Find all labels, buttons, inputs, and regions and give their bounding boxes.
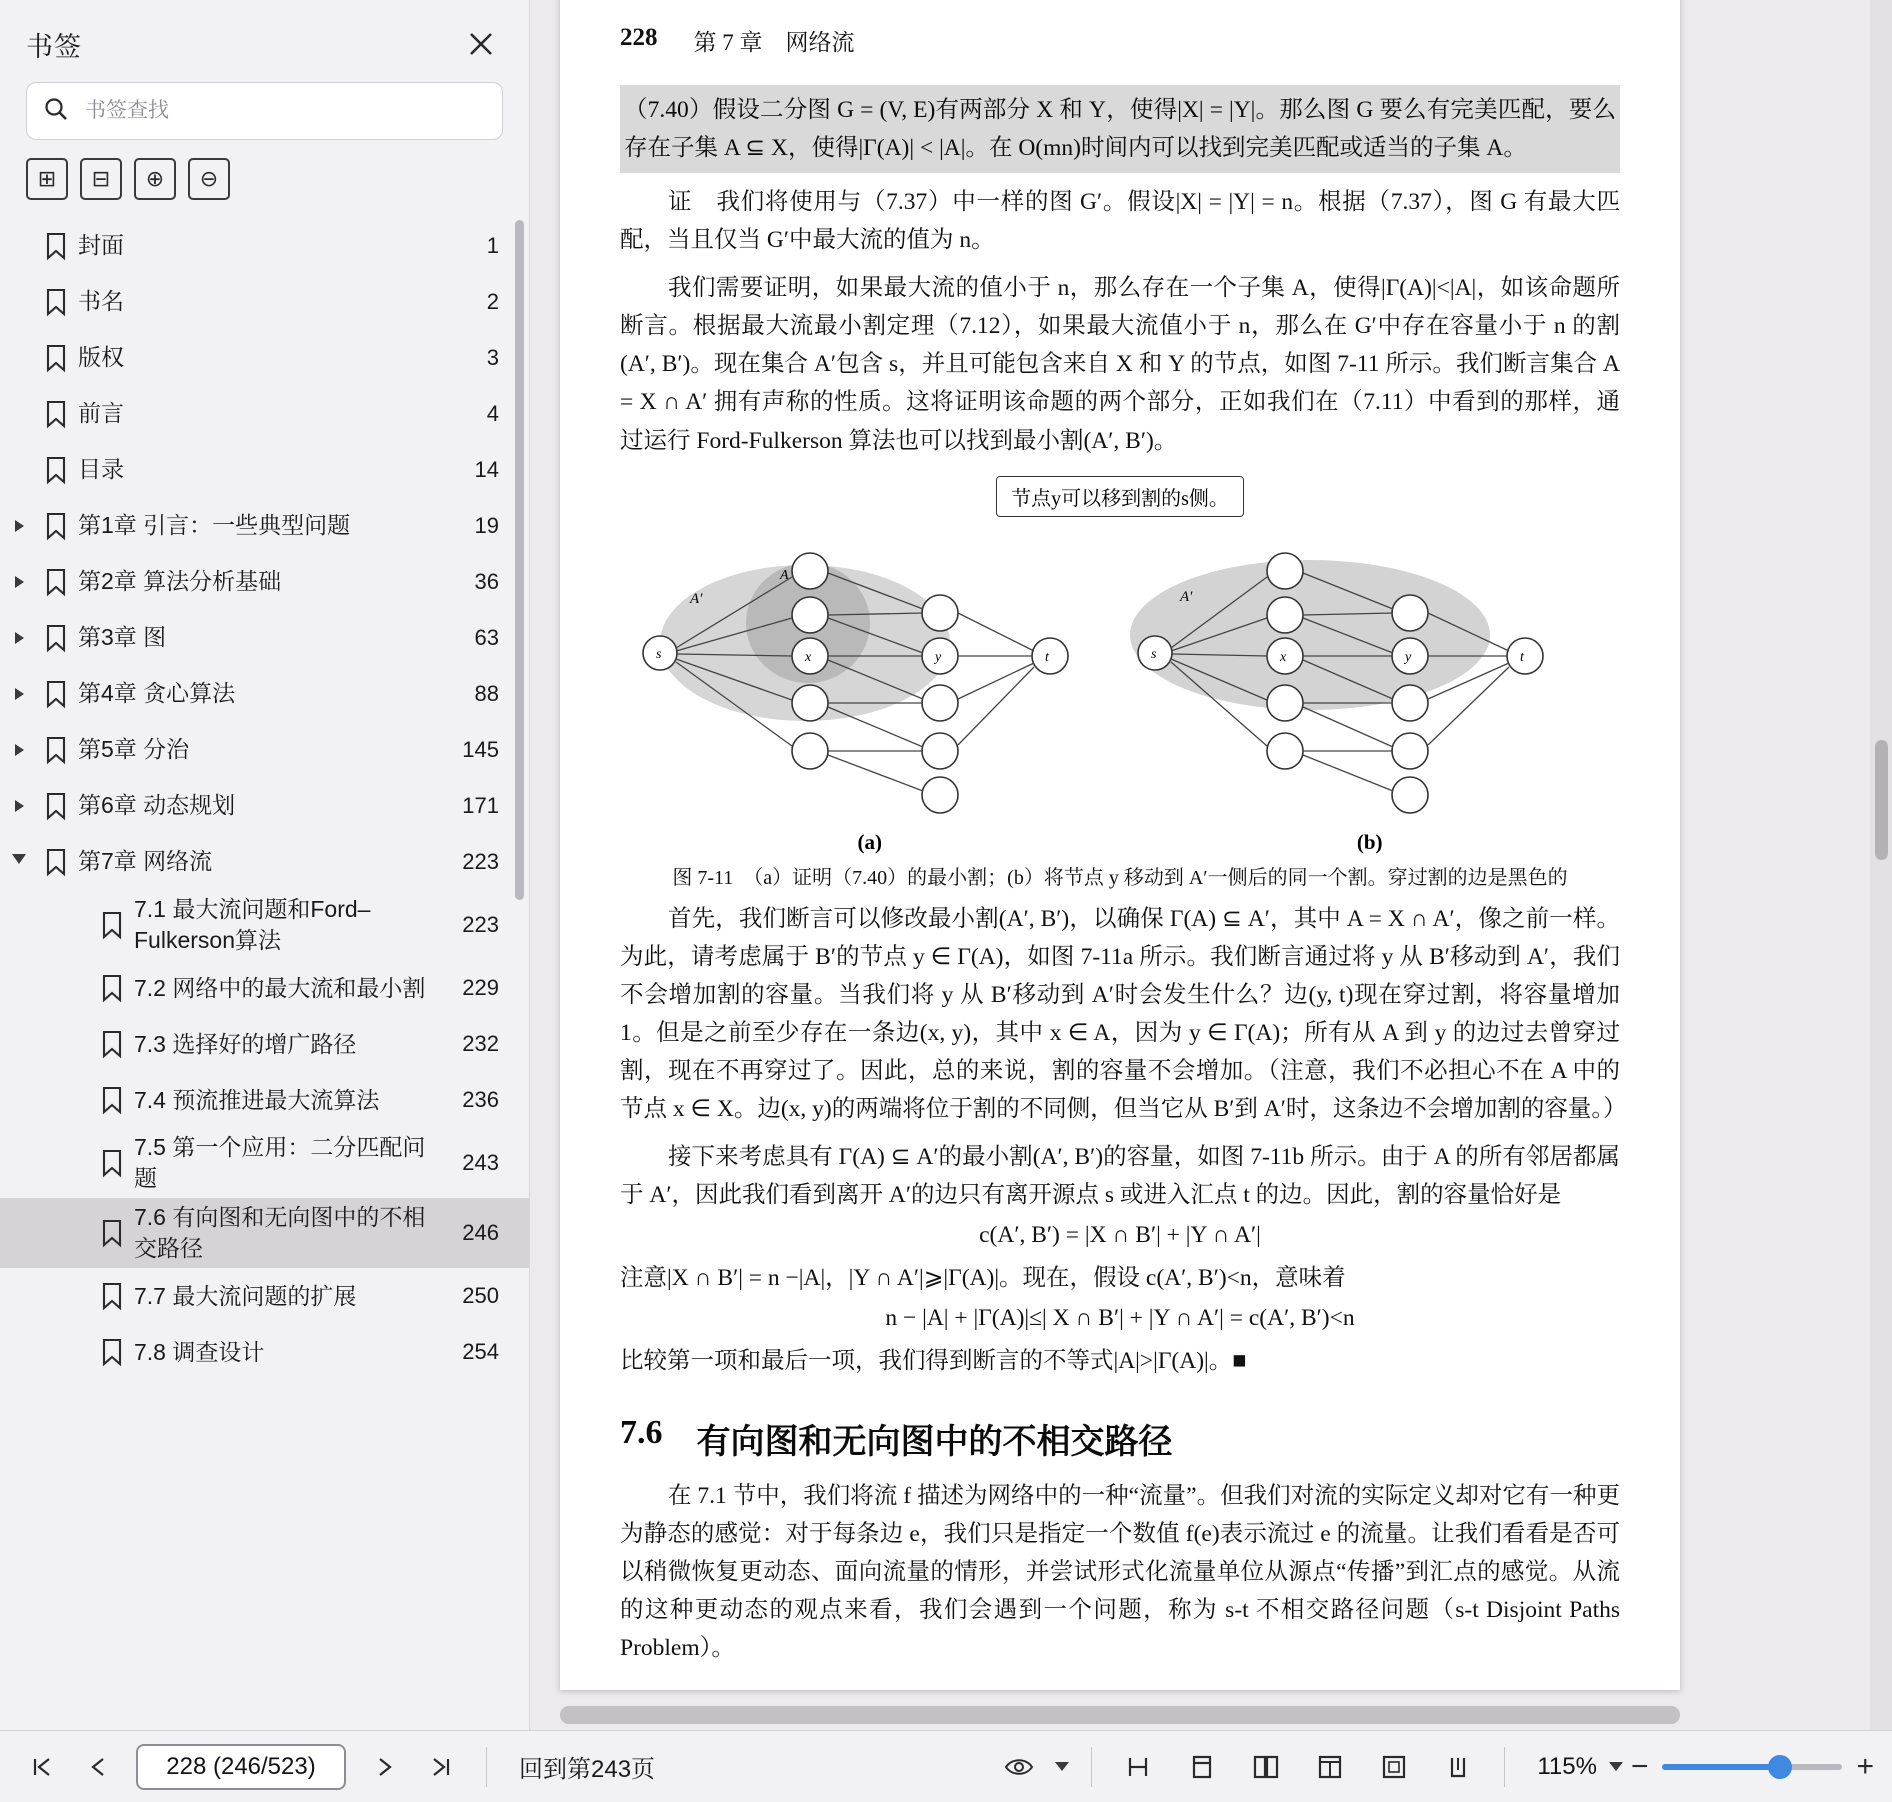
sidebar-title: 书签 xyxy=(26,31,82,62)
bookmark-search-box[interactable] xyxy=(26,82,503,140)
bookmark-page-number: 88 xyxy=(474,681,499,706)
section-title: 有向图和无向图中的不相交路径 xyxy=(696,1424,1173,1462)
bookmark-page-number: 254 xyxy=(462,1339,499,1365)
bookmark-label: 第4章 贪心算法 xyxy=(78,680,236,707)
search-icon xyxy=(43,96,69,127)
document-hscroll-thumb[interactable] xyxy=(560,1706,1680,1724)
bookmark-label: 版权 xyxy=(78,344,124,371)
sidebar-header xyxy=(0,0,529,72)
fit-width-button[interactable] xyxy=(1434,1743,1482,1791)
svg-text:t: t xyxy=(1045,649,1049,665)
prev-page-icon[interactable] xyxy=(74,1743,122,1791)
bookmark-icon xyxy=(90,1281,134,1311)
bookmark-item[interactable] xyxy=(0,386,529,442)
bookmark-page-number: 14 xyxy=(474,457,499,482)
expand-chevron-right-icon[interactable] xyxy=(0,520,30,532)
figure-7-11 xyxy=(620,476,1620,890)
bookmark-label: 目录 xyxy=(78,456,124,483)
bookmark-page-number: 223 xyxy=(462,849,499,874)
zoom-slider-fill xyxy=(1662,1764,1780,1770)
figure-caption: 图 7-11 （a）证明（7.40）的最小割；(b）将节点 y 移动到 A′一侧后的同一个割。穿过割的边是黑色的 xyxy=(672,866,1568,889)
bookmark-label: 第7章 网络流 xyxy=(78,848,213,875)
bookmark-page-number: 223 xyxy=(462,912,499,938)
bookmark-label: 第3章 图 xyxy=(78,624,167,651)
bookmark-icon xyxy=(34,847,78,877)
paragraph-proof: 证 我们将使用与（7.37）中一样的图 G′。假设|X| = |Y| = n。根据（7.37），图 G 有最大匹配，当且仅当 G′中最大流的值为 n。 xyxy=(620,189,1620,254)
paragraph-claim: 我们需要证明，如果最大流的值小于 n，那么存在一个子集 A，使得|Γ(A)|<|A|，如该命题所断言。根据最大流最小割定理（7.12），如果最大流值小于 n，那么在 G′中存在容量小于 n 的割(A′, B′)。现在集合 A′包含 s，并且可能包含来自 X 和 Y 的节点，如图 7-11 所示。我们断言集合 A = X ∩ A′ 拥有声称的性质。这将证明该命题的两个部分，正如我们在（7.11）中看到的那样，通过运行 Ford-Fulkerson 算法也可以找到最小割(A′, B′)。 xyxy=(620,275,1620,454)
bookmark-icon xyxy=(34,231,78,261)
svg-text:x: x xyxy=(805,649,812,665)
figure-graphic xyxy=(620,523,1620,823)
fit-height-button[interactable] xyxy=(1114,1743,1162,1791)
bookmark-page-number: 4 xyxy=(486,401,499,426)
collapse-current-button[interactable] xyxy=(188,158,230,200)
bookmark-item[interactable] xyxy=(0,1016,529,1072)
bookmark-icon xyxy=(34,343,78,373)
status-divider-3 xyxy=(1504,1747,1505,1787)
zoom-in-button[interactable]: + xyxy=(1856,1749,1874,1783)
section-number: 7.6 xyxy=(620,1414,663,1452)
section-heading xyxy=(620,1414,1620,1463)
bookmark-label: 7.2 网络中的最大流和最小割 xyxy=(134,974,426,1001)
page-number-field[interactable]: 228 (246/523) xyxy=(136,1744,346,1790)
bookmark-page-number: 243 xyxy=(462,1150,499,1176)
svg-text:A: A xyxy=(780,567,789,583)
bookmark-icon xyxy=(34,791,78,821)
page-number-label: 228 xyxy=(620,24,658,51)
collapse-current-icon: ⊖ xyxy=(199,166,219,191)
bookmark-icon xyxy=(34,623,78,653)
view-options-chevron-down-icon[interactable] xyxy=(1055,1762,1069,1771)
bookmark-icon xyxy=(34,287,78,317)
svg-text:x: x xyxy=(1280,649,1287,665)
bookmark-page-number: 250 xyxy=(462,1283,499,1309)
zoom-slider[interactable] xyxy=(1662,1764,1842,1770)
svg-text:y: y xyxy=(935,649,942,665)
bookmark-toolbar xyxy=(0,140,529,212)
page-sheet xyxy=(560,0,1680,1690)
bookmark-item[interactable] xyxy=(0,498,529,554)
svg-text:A′: A′ xyxy=(1180,588,1193,605)
bookmark-icon xyxy=(34,679,78,709)
figure-callout: 节点y可以移到割的s侧。 xyxy=(996,476,1244,517)
highlighted-theorem: （7.40）假设二分图 G = (V, E)有两部分 X 和 Y，使得|X| = |Y|。那么图 G 要么有完美匹配，要么存在子集 A ⊆ X，使得|Γ(A)| < |A|。在 O(mn)时间内可以找到完美匹配或适当的子集 A。 xyxy=(620,85,1620,173)
status-divider xyxy=(486,1747,487,1787)
expand-chevron-right-icon[interactable] xyxy=(0,744,30,756)
bookmark-item[interactable] xyxy=(0,1268,529,1324)
bookmark-page-number: 63 xyxy=(474,625,499,650)
bookmark-page-number: 236 xyxy=(462,1087,499,1113)
bookmark-label: 7.8 调查设计 xyxy=(134,1338,265,1365)
bookmark-icon xyxy=(34,399,78,429)
zoom-level-label[interactable]: 115% xyxy=(1537,1752,1597,1780)
expand-chevron-right-icon[interactable] xyxy=(0,576,30,588)
bookmarks-sidebar xyxy=(0,0,530,1730)
bookmark-item[interactable] xyxy=(0,722,529,778)
bookmark-page-number: 19 xyxy=(474,513,499,538)
document-vertical-scrollbar[interactable] xyxy=(1870,0,1892,1730)
expand-chevron-right-icon[interactable] xyxy=(0,688,30,700)
zoom-chevron-down-icon[interactable] xyxy=(1609,1762,1623,1771)
close-icon[interactable] xyxy=(459,22,503,66)
bookmark-label: 封面 xyxy=(78,232,124,259)
bookmark-item[interactable] xyxy=(0,834,529,890)
bookmark-item[interactable] xyxy=(0,778,529,834)
figure-sublabel-b: (b) xyxy=(1356,829,1383,854)
bookmark-icon xyxy=(90,1218,134,1248)
bookmark-page-number: 36 xyxy=(474,569,499,594)
bookmark-label: 7.4 预流推进最大流算法 xyxy=(134,1086,380,1113)
paragraph-capacity: 接下来考虑具有 Γ(A) ⊆ A′的最小割(A′, B′)的容量，如图 7-11b 所示。由于 A 的所有邻居都属于 A′，因此我们看到离开 A′的边只有离开源点 s 或进入汇点 t 的边。因此，割的容量恰好是 xyxy=(620,1143,1620,1208)
zoom-slider-knob[interactable] xyxy=(1768,1755,1792,1779)
bookmark-page-number: 229 xyxy=(462,975,499,1001)
status-divider-2 xyxy=(1091,1747,1092,1787)
collapse-chevron-down-icon[interactable] xyxy=(0,854,30,870)
bookmark-list[interactable] xyxy=(0,212,529,1730)
bookmark-label: 第6章 动态规划 xyxy=(78,792,236,819)
goto-page-link[interactable]: 回到第243页 xyxy=(519,1756,656,1783)
bookmark-item[interactable] xyxy=(0,666,529,722)
bookmark-label: 7.5 第一个应用：二分匹配问题 xyxy=(134,1134,426,1192)
expand-all-button[interactable] xyxy=(26,158,68,200)
expand-current-button[interactable] xyxy=(134,158,176,200)
paragraph-section-body: 在 7.1 节中，我们将流 f 描述为网络中的一种“流量”。但我们对流的实际定义却对它有一种更为静态的感觉：对于每条边 e，我们只是指定一个数值 f(e)表示流过 e 的流量。让我们看看是否可以稍微恢复更动态、面向流量的情形，并尝试形式化流量单位从源点“传播”到汇点的感觉。从流的这种更动态的观点来看，我们会遇到一个问题，称为 s-t 不相交路径问题（s-t Disjoint Paths Problem）。 xyxy=(620,1483,1620,1662)
bookmark-label: 前言 xyxy=(78,400,124,427)
bookmark-icon xyxy=(90,1029,134,1059)
bookmark-label: 7.6 有向图和无向图中的不相交路径 xyxy=(134,1204,426,1262)
bookmark-item[interactable] xyxy=(0,610,529,666)
bookmark-icon xyxy=(34,567,78,597)
bookmark-page-number: 145 xyxy=(462,737,499,762)
bookmark-label: 书名 xyxy=(78,288,124,315)
bookmark-icon xyxy=(90,973,134,1003)
bookmark-item[interactable] xyxy=(0,1072,529,1128)
bookmark-icon xyxy=(34,735,78,765)
bookmark-item[interactable] xyxy=(0,554,529,610)
svg-text:y: y xyxy=(1405,649,1412,665)
bookmark-item[interactable] xyxy=(0,442,529,498)
zoom-out-button[interactable]: − xyxy=(1630,1749,1649,1783)
two-page-button[interactable] xyxy=(1242,1743,1290,1791)
svg-text:s: s xyxy=(1151,646,1157,662)
eye-icon[interactable] xyxy=(995,1743,1043,1791)
bookmark-icon xyxy=(34,511,78,541)
next-page-icon[interactable] xyxy=(360,1743,408,1791)
document-vscroll-thumb[interactable] xyxy=(1875,740,1888,860)
bookmark-item[interactable] xyxy=(0,218,529,274)
single-page-button[interactable] xyxy=(1178,1743,1226,1791)
equation-cut-capacity: c(A′, B′) = |X ∩ B′| + |Y ∩ A′| xyxy=(979,1222,1261,1249)
paragraph-note: 注意|X ∩ B′| = n −|A|，|Y ∩ A′|⩾|Γ(A)|。现在，假设 c(A′, B′)<n，意味着 xyxy=(620,1265,1346,1292)
bookmark-label: 7.1 最大流问题和Ford–Fulkerson算法 xyxy=(134,896,371,954)
bookmark-item[interactable] xyxy=(0,274,529,330)
search-input[interactable] xyxy=(83,98,486,124)
bookmark-item[interactable] xyxy=(0,330,529,386)
bookmark-label: 7.3 选择好的增广路径 xyxy=(134,1030,357,1057)
status-bar xyxy=(0,1730,1892,1802)
document-horizontal-scrollbar[interactable] xyxy=(560,1706,1680,1724)
layout-buttons xyxy=(1114,1743,1482,1791)
bookmark-page-number: 1 xyxy=(486,233,499,258)
page-running-head xyxy=(620,24,1620,57)
paragraph-closing: 比较第一项和最后一项，我们得到断言的不等式|A|>|Γ(A)|。■ xyxy=(620,1348,1247,1375)
expand-all-icon: ⊞ xyxy=(37,166,57,191)
bookmark-item[interactable] xyxy=(0,1324,529,1380)
paragraph-first-claim: 首先，我们断言可以修改最小割(A′, B′)，以确保 Γ(A) ⊆ A′，其中 A = X ∩ A′，像之前一样。为此，请考虑属于 B′的节点 y ∈ Γ(A)，如图 7-11a 所示。我们断言通过将 y 从 B′移动到 A′，我们不会增加割的容量。当我们将 y 从 B′移动到 A′时会发生什么？边(y, t)现在穿过割，将容量增加 1。但是之前至少存在一条边(x, y)，其中 x ∈ A，因为 y ∈ Γ(A)；所有从 A 到 y 的边过去曾穿过割，现在不再穿过了。因此，总的来说，割的容量不会增加。（注意，我们不必担心不在 A 中的节点 x ∈ X。边(x, y)的两端将位于割的不同侧，但当它从 B′到 A′时，这条边不会增加割的容量。） xyxy=(620,905,1627,1122)
expand-current-icon: ⊕ xyxy=(145,166,165,191)
book-view-button[interactable] xyxy=(1306,1743,1354,1791)
sidebar-scrollbar-thumb[interactable] xyxy=(515,220,524,900)
expand-chevron-right-icon[interactable] xyxy=(0,632,30,644)
figure-sublabels xyxy=(620,830,1620,855)
figure-sublabel-a: (a) xyxy=(857,829,882,854)
fit-page-button[interactable] xyxy=(1370,1743,1418,1791)
bookmark-page-number: 246 xyxy=(462,1220,499,1246)
bookmark-label: 第2章 算法分析基础 xyxy=(78,568,282,595)
svg-text:t: t xyxy=(1520,649,1524,665)
bookmark-item[interactable] xyxy=(0,890,529,960)
bookmark-item[interactable] xyxy=(0,1198,529,1268)
bookmark-icon xyxy=(34,455,78,485)
bookmark-label: 第1章 引言：一些典型问题 xyxy=(78,512,351,539)
svg-text:A′: A′ xyxy=(690,590,703,607)
bookmark-page-number: 171 xyxy=(462,793,499,818)
chapter-label: 第 7 章 网络流 xyxy=(693,30,855,55)
expand-chevron-right-icon[interactable] xyxy=(0,800,30,812)
equation-inequality: n − |A| + |Γ(A)|≤| X ∩ B′| + |Y ∩ A′| = c(A′, B′)<n xyxy=(885,1305,1355,1332)
collapse-all-button[interactable] xyxy=(80,158,122,200)
bookmark-icon xyxy=(90,1148,134,1178)
first-page-icon[interactable] xyxy=(18,1743,66,1791)
bookmark-item[interactable] xyxy=(0,1128,529,1198)
bookmark-label: 7.7 最大流问题的扩展 xyxy=(134,1282,357,1309)
svg-text:s: s xyxy=(656,646,662,662)
bookmark-label: 第5章 分治 xyxy=(78,736,190,763)
collapse-all-icon: ⊟ xyxy=(91,166,111,191)
bookmark-page-number: 2 xyxy=(486,289,499,314)
bookmark-page-number: 3 xyxy=(486,345,499,370)
last-page-icon[interactable] xyxy=(416,1743,464,1791)
bookmark-icon xyxy=(90,1337,134,1367)
bookmark-icon xyxy=(90,1085,134,1115)
bookmark-item[interactable] xyxy=(0,960,529,1016)
bookmark-icon xyxy=(90,910,134,940)
bookmark-page-number: 232 xyxy=(462,1031,499,1057)
document-viewport[interactable] xyxy=(530,0,1892,1730)
search-wrapper xyxy=(0,72,529,140)
